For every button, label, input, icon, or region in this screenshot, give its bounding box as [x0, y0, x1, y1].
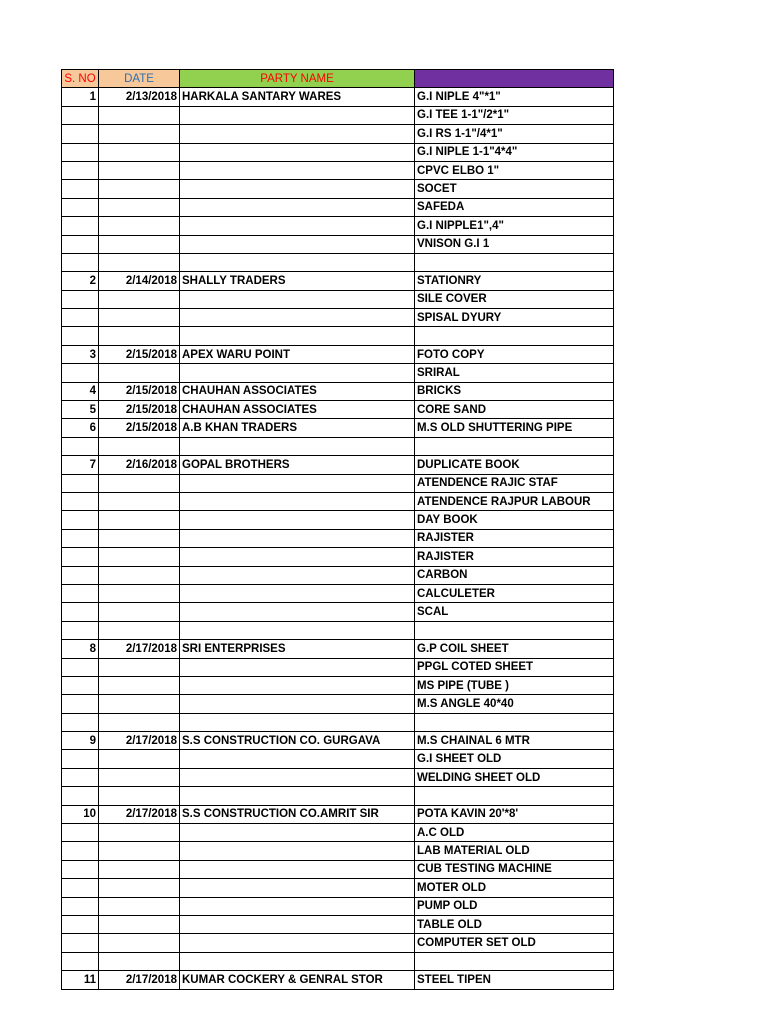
cell-item[interactable]: BRICKS — [415, 382, 614, 400]
table-row — [62, 529, 614, 547]
cell-party-name[interactable] — [180, 824, 415, 842]
cell-party-name[interactable] — [180, 235, 415, 253]
table-row — [62, 198, 614, 216]
cell-item[interactable]: MOTER OLD — [415, 879, 614, 897]
table-row — [62, 768, 614, 786]
cell-party-name[interactable]: S.S CONSTRUCTION CO. GURGAVA — [180, 732, 415, 750]
table-row — [62, 382, 614, 400]
cell-party-name[interactable] — [180, 217, 415, 235]
cell-party-name[interactable] — [180, 492, 415, 510]
cell-sno[interactable] — [62, 695, 99, 713]
cell-party-name[interactable] — [180, 676, 415, 694]
table-row — [62, 787, 614, 805]
cell-date[interactable] — [99, 658, 180, 676]
cell-sno[interactable] — [62, 842, 99, 860]
cell-sno[interactable]: 2 — [62, 272, 99, 290]
cell-sno[interactable] — [62, 492, 99, 510]
cell-sno[interactable] — [62, 621, 99, 639]
cell-date[interactable] — [99, 198, 180, 216]
cell-item[interactable] — [415, 253, 614, 271]
table-row — [62, 161, 614, 179]
cell-date[interactable] — [99, 750, 180, 768]
cell-item[interactable]: SPISAL DYURY — [415, 309, 614, 327]
cell-date[interactable] — [99, 437, 180, 455]
cell-party-name[interactable] — [180, 879, 415, 897]
cell-party-name[interactable] — [180, 860, 415, 878]
cell-date[interactable] — [99, 695, 180, 713]
cell-sno[interactable] — [62, 860, 99, 878]
cell-sno[interactable] — [62, 548, 99, 566]
cell-party-name[interactable] — [180, 327, 415, 345]
cell-party-name[interactable] — [180, 915, 415, 933]
cell-date[interactable]: 2/17/2018 — [99, 640, 180, 658]
cell-sno[interactable]: 5 — [62, 401, 99, 419]
cell-party-name[interactable] — [180, 952, 415, 970]
table-row — [62, 824, 614, 842]
cell-date[interactable]: 2/17/2018 — [99, 805, 180, 823]
cell-sno[interactable]: 6 — [62, 419, 99, 437]
cell-date[interactable] — [99, 915, 180, 933]
cell-item[interactable]: WELDING SHEET OLD — [415, 768, 614, 786]
cell-party-name[interactable] — [180, 364, 415, 382]
cell-sno[interactable] — [62, 713, 99, 731]
cell-item[interactable] — [415, 952, 614, 970]
cell-date[interactable] — [99, 492, 180, 510]
cell-sno[interactable] — [62, 676, 99, 694]
table-row — [62, 419, 614, 437]
cell-sno[interactable] — [62, 327, 99, 345]
cell-item[interactable]: POTA KAVIN 20'*8' — [415, 805, 614, 823]
cell-item[interactable]: G.P COIL SHEET — [415, 640, 614, 658]
cell-date[interactable] — [99, 824, 180, 842]
cell-item[interactable]: TABLE OLD — [415, 915, 614, 933]
purchase-table — [61, 69, 614, 990]
header-sno[interactable]: S. NO — [62, 70, 99, 88]
table-row — [62, 511, 614, 529]
cell-date[interactable]: 2/13/2018 — [99, 88, 180, 106]
cell-sno[interactable] — [62, 750, 99, 768]
cell-sno[interactable]: 11 — [62, 971, 99, 989]
table-row — [62, 713, 614, 731]
cell-date[interactable]: 2/17/2018 — [99, 732, 180, 750]
cell-sno[interactable] — [62, 437, 99, 455]
cell-date[interactable] — [99, 180, 180, 198]
cell-sno[interactable]: 10 — [62, 805, 99, 823]
cell-item[interactable]: G.I NIPLE 1-1"4*4" — [415, 143, 614, 161]
cell-party-name[interactable] — [180, 750, 415, 768]
cell-party-name[interactable] — [180, 842, 415, 860]
table-row — [62, 401, 614, 419]
cell-date[interactable] — [99, 879, 180, 897]
cell-date[interactable]: 2/15/2018 — [99, 382, 180, 400]
cell-sno[interactable]: 4 — [62, 382, 99, 400]
cell-date[interactable] — [99, 676, 180, 694]
cell-date[interactable] — [99, 952, 180, 970]
cell-item[interactable] — [415, 437, 614, 455]
cell-sno[interactable] — [62, 364, 99, 382]
cell-sno[interactable] — [62, 658, 99, 676]
cell-date[interactable] — [99, 217, 180, 235]
cell-item[interactable]: G.I NIPLE 4"*1" — [415, 88, 614, 106]
cell-party-name[interactable] — [180, 603, 415, 621]
table-row — [62, 897, 614, 915]
table-row — [62, 253, 614, 271]
cell-sno[interactable] — [62, 915, 99, 933]
cell-sno[interactable] — [62, 952, 99, 970]
cell-party-name[interactable] — [180, 161, 415, 179]
table-row — [62, 971, 614, 989]
cell-sno[interactable] — [62, 511, 99, 529]
table-row — [62, 235, 614, 253]
cell-date[interactable] — [99, 548, 180, 566]
cell-sno[interactable] — [62, 603, 99, 621]
cell-item[interactable]: PPGL COTED SHEET — [415, 658, 614, 676]
cell-date[interactable]: 2/15/2018 — [99, 401, 180, 419]
spreadsheet — [61, 69, 614, 990]
cell-date[interactable] — [99, 474, 180, 492]
cell-item[interactable]: CARBON — [415, 566, 614, 584]
table-row — [62, 640, 614, 658]
table-row — [62, 309, 614, 327]
cell-sno[interactable] — [62, 584, 99, 602]
cell-party-name[interactable] — [180, 787, 415, 805]
cell-party-name[interactable]: CHAUHAN ASSOCIATES — [180, 382, 415, 400]
cell-sno[interactable] — [62, 253, 99, 271]
table-row — [62, 492, 614, 510]
cell-date[interactable]: 2/15/2018 — [99, 345, 180, 363]
table-row — [62, 364, 614, 382]
cell-item[interactable]: DAY BOOK — [415, 511, 614, 529]
cell-item[interactable] — [415, 621, 614, 639]
cell-item[interactable]: SAFEDA — [415, 198, 614, 216]
header-row — [62, 70, 614, 88]
cell-date[interactable] — [99, 364, 180, 382]
header-item[interactable] — [415, 70, 614, 88]
cell-item[interactable]: G.I TEE 1-1"/2*1" — [415, 106, 614, 124]
cell-item[interactable] — [415, 327, 614, 345]
cell-date[interactable] — [99, 787, 180, 805]
table-row — [62, 603, 614, 621]
cell-item[interactable]: RAJISTER — [415, 548, 614, 566]
cell-sno[interactable] — [62, 529, 99, 547]
cell-date[interactable] — [99, 253, 180, 271]
cell-item[interactable]: CALCULETER — [415, 584, 614, 602]
cell-item[interactable]: LAB MATERIAL OLD — [415, 842, 614, 860]
cell-item[interactable]: SOCET — [415, 180, 614, 198]
cell-sno[interactable] — [62, 879, 99, 897]
cell-party-name[interactable] — [180, 584, 415, 602]
cell-date[interactable] — [99, 566, 180, 584]
cell-item[interactable]: G.I SHEET OLD — [415, 750, 614, 768]
cell-item[interactable]: M.S CHAINAL 6 MTR — [415, 732, 614, 750]
table-row — [62, 732, 614, 750]
cell-party-name[interactable] — [180, 198, 415, 216]
cell-party-name[interactable] — [180, 180, 415, 198]
cell-party-name[interactable]: APEX WARU POINT — [180, 345, 415, 363]
cell-party-name[interactable] — [180, 695, 415, 713]
table-row — [62, 345, 614, 363]
cell-sno[interactable] — [62, 566, 99, 584]
cell-item[interactable]: MS PIPE (TUBE ) — [415, 676, 614, 694]
table-row — [62, 474, 614, 492]
cell-date[interactable] — [99, 713, 180, 731]
cell-party-name[interactable] — [180, 290, 415, 308]
cell-item[interactable]: G.I RS 1-1"/4*1" — [415, 125, 614, 143]
cell-item[interactable]: SCAL — [415, 603, 614, 621]
cell-sno[interactable] — [62, 474, 99, 492]
cell-party-name[interactable]: SRI ENTERPRISES — [180, 640, 415, 658]
header-party-name[interactable]: PARTY NAME — [180, 70, 415, 88]
cell-date[interactable] — [99, 161, 180, 179]
cell-sno[interactable] — [62, 787, 99, 805]
cell-sno[interactable] — [62, 824, 99, 842]
cell-item[interactable] — [415, 787, 614, 805]
cell-party-name[interactable]: CHAUHAN ASSOCIATES — [180, 401, 415, 419]
cell-date[interactable] — [99, 106, 180, 124]
cell-item[interactable]: A.C OLD — [415, 824, 614, 842]
cell-party-name[interactable]: HARKALA SANTARY WARES — [180, 88, 415, 106]
cell-sno[interactable] — [62, 309, 99, 327]
cell-item[interactable]: CPVC ELBO 1" — [415, 161, 614, 179]
cell-item[interactable]: VNISON G.I 1 — [415, 235, 614, 253]
cell-item[interactable]: ATENDENCE RAJIC STAF — [415, 474, 614, 492]
table-row — [62, 566, 614, 584]
cell-party-name[interactable] — [180, 474, 415, 492]
cell-item[interactable]: RAJISTER — [415, 529, 614, 547]
cell-party-name[interactable] — [180, 437, 415, 455]
cell-item[interactable]: FOTO COPY — [415, 345, 614, 363]
table-row — [62, 584, 614, 602]
header-date[interactable]: DATE — [99, 70, 180, 88]
cell-date[interactable] — [99, 860, 180, 878]
table-row — [62, 750, 614, 768]
cell-date[interactable] — [99, 309, 180, 327]
cell-sno[interactable]: 1 — [62, 88, 99, 106]
cell-sno[interactable] — [62, 180, 99, 198]
cell-sno[interactable] — [62, 217, 99, 235]
table-row — [62, 695, 614, 713]
table-row — [62, 879, 614, 897]
cell-date[interactable] — [99, 235, 180, 253]
table-row — [62, 658, 614, 676]
cell-party-name[interactable]: A.B KHAN TRADERS — [180, 419, 415, 437]
table-row — [62, 860, 614, 878]
cell-sno[interactable] — [62, 897, 99, 915]
cell-party-name[interactable] — [180, 309, 415, 327]
cell-date[interactable] — [99, 897, 180, 915]
cell-item[interactable]: SRIRAL — [415, 364, 614, 382]
cell-date[interactable] — [99, 511, 180, 529]
cell-date[interactable] — [99, 327, 180, 345]
table-row — [62, 915, 614, 933]
cell-date[interactable] — [99, 603, 180, 621]
cell-party-name[interactable]: S.S CONSTRUCTION CO.AMRIT SIR — [180, 805, 415, 823]
cell-date[interactable]: 2/16/2018 — [99, 456, 180, 474]
cell-item[interactable]: G.I NIPPLE1",4" — [415, 217, 614, 235]
cell-sno[interactable] — [62, 125, 99, 143]
cell-item[interactable]: STEEL TIPEN — [415, 971, 614, 989]
cell-party-name[interactable]: GOPAL BROTHERS — [180, 456, 415, 474]
cell-date[interactable] — [99, 529, 180, 547]
cell-sno[interactable] — [62, 934, 99, 952]
cell-sno[interactable] — [62, 235, 99, 253]
cell-party-name[interactable] — [180, 768, 415, 786]
cell-sno[interactable] — [62, 198, 99, 216]
cell-item[interactable] — [415, 713, 614, 731]
table-row — [62, 676, 614, 694]
cell-party-name[interactable] — [180, 621, 415, 639]
table-row — [62, 290, 614, 308]
cell-party-name[interactable] — [180, 529, 415, 547]
cell-date[interactable] — [99, 621, 180, 639]
cell-sno[interactable] — [62, 106, 99, 124]
cell-item[interactable]: DUPLICATE BOOK — [415, 456, 614, 474]
cell-sno[interactable]: 8 — [62, 640, 99, 658]
cell-item[interactable]: STATIONRY — [415, 272, 614, 290]
cell-date[interactable] — [99, 143, 180, 161]
cell-sno[interactable]: 7 — [62, 456, 99, 474]
cell-item[interactable]: PUMP OLD — [415, 897, 614, 915]
cell-sno[interactable] — [62, 143, 99, 161]
cell-date[interactable]: 2/14/2018 — [99, 272, 180, 290]
cell-sno[interactable] — [62, 768, 99, 786]
cell-sno[interactable] — [62, 161, 99, 179]
cell-date[interactable] — [99, 125, 180, 143]
table-row — [62, 952, 614, 970]
cell-item[interactable]: ATENDENCE RAJPUR LABOUR — [415, 492, 614, 510]
cell-date[interactable] — [99, 842, 180, 860]
cell-date[interactable]: 2/15/2018 — [99, 419, 180, 437]
cell-date[interactable] — [99, 290, 180, 308]
table-row — [62, 217, 614, 235]
cell-party-name[interactable] — [180, 253, 415, 271]
table-row — [62, 143, 614, 161]
cell-party-name[interactable] — [180, 548, 415, 566]
cell-item[interactable]: CUB TESTING MACHINE — [415, 860, 614, 878]
cell-date[interactable]: 2/17/2018 — [99, 971, 180, 989]
cell-party-name[interactable] — [180, 511, 415, 529]
table-row — [62, 805, 614, 823]
cell-item[interactable]: COMPUTER SET OLD — [415, 934, 614, 952]
cell-item[interactable]: M.S ANGLE 40*40 — [415, 695, 614, 713]
table-row — [62, 621, 614, 639]
table-row — [62, 125, 614, 143]
table-row — [62, 180, 614, 198]
table-row — [62, 272, 614, 290]
cell-party-name[interactable] — [180, 125, 415, 143]
table-row — [62, 842, 614, 860]
cell-item[interactable]: CORE SAND — [415, 401, 614, 419]
cell-sno[interactable]: 3 — [62, 345, 99, 363]
table-row — [62, 934, 614, 952]
table-body — [62, 70, 614, 990]
table-row — [62, 456, 614, 474]
table-row — [62, 548, 614, 566]
cell-sno[interactable] — [62, 290, 99, 308]
cell-date[interactable] — [99, 584, 180, 602]
cell-party-name[interactable] — [180, 658, 415, 676]
cell-party-name[interactable] — [180, 934, 415, 952]
cell-party-name[interactable] — [180, 897, 415, 915]
cell-item[interactable]: M.S OLD SHUTTERING PIPE — [415, 419, 614, 437]
cell-party-name[interactable] — [180, 106, 415, 124]
cell-party-name[interactable]: SHALLY TRADERS — [180, 272, 415, 290]
cell-party-name[interactable] — [180, 143, 415, 161]
table-row — [62, 437, 614, 455]
table-row — [62, 88, 614, 106]
cell-date[interactable] — [99, 768, 180, 786]
cell-date[interactable] — [99, 934, 180, 952]
cell-party-name[interactable] — [180, 566, 415, 584]
cell-item[interactable]: SILE COVER — [415, 290, 614, 308]
cell-sno[interactable]: 9 — [62, 732, 99, 750]
table-row — [62, 106, 614, 124]
cell-party-name[interactable]: KUMAR COCKERY & GENRAL STOR — [180, 971, 415, 989]
table-row — [62, 327, 614, 345]
cell-party-name[interactable] — [180, 713, 415, 731]
